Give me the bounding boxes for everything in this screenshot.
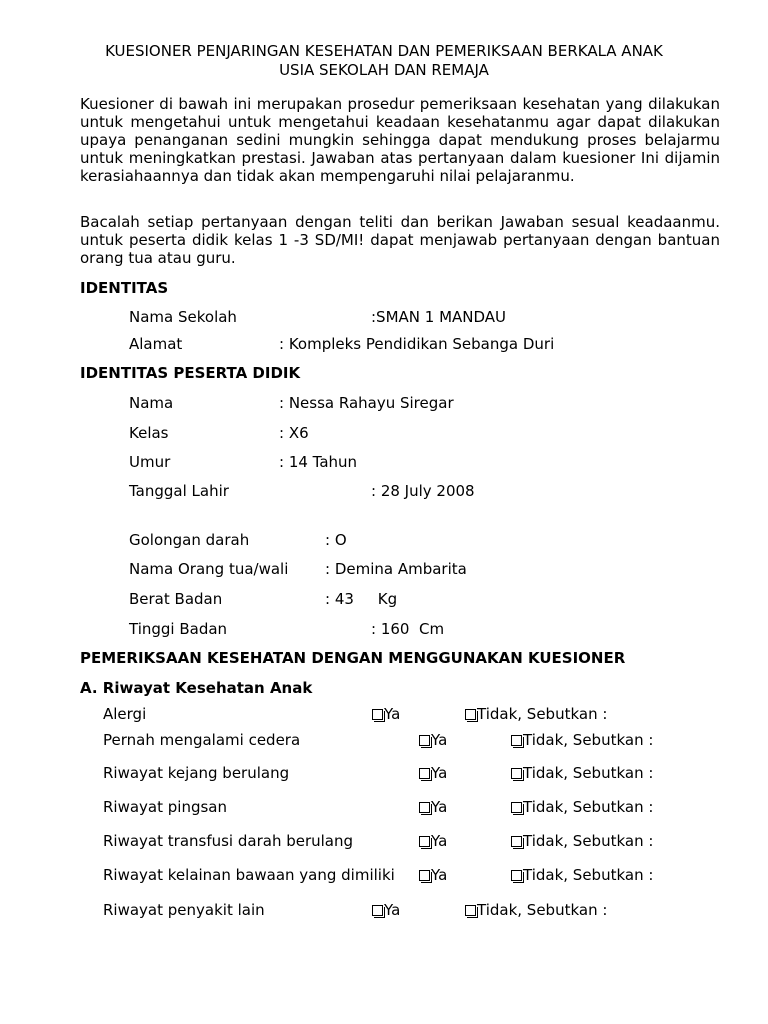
yes-option[interactable] <box>419 731 447 749</box>
yes-option[interactable] <box>372 705 400 723</box>
checkbox-icon[interactable] <box>372 709 383 720</box>
no-label: Tidak, Sebutkan : <box>477 705 608 723</box>
document-title <box>60 42 708 80</box>
checkbox-icon[interactable] <box>511 870 522 881</box>
parent-value: : Demina Ambarita <box>325 560 467 578</box>
address-label: Alamat <box>129 335 183 353</box>
checkbox-icon[interactable] <box>419 870 430 881</box>
health-item-label: Riwayat penyakit lain <box>103 901 265 919</box>
name-label: Nama <box>129 394 174 412</box>
parent-label: Nama Orang tua/wali <box>129 560 289 578</box>
yes-option[interactable] <box>419 832 447 850</box>
health-item-label: Riwayat transfusi darah berulang <box>103 832 354 850</box>
checkbox-icon[interactable] <box>372 905 383 916</box>
age-label: Umur <box>129 453 171 471</box>
yes-label: Ya <box>431 731 448 749</box>
health-item-label: Pernah mengalami cedera <box>103 731 301 749</box>
school-value: :SMAN 1 MANDAU <box>371 308 507 326</box>
no-option[interactable] <box>511 866 653 884</box>
checkbox-icon[interactable] <box>419 836 430 847</box>
yes-option[interactable] <box>419 798 447 816</box>
checkbox-icon[interactable] <box>511 735 522 746</box>
checkbox-icon[interactable] <box>465 709 476 720</box>
no-option[interactable] <box>511 832 653 850</box>
no-option[interactable] <box>511 731 653 749</box>
checkbox-icon[interactable] <box>511 768 522 779</box>
pemeriksaan-heading: PEMERIKSAAN KESEHATAN DENGAN MENGGUNAKAN KUESIONER <box>80 649 626 667</box>
yes-label: Ya <box>384 901 401 919</box>
yes-label: Ya <box>431 798 448 816</box>
age-value: : 14 Tahun <box>279 453 358 471</box>
checkbox-icon[interactable] <box>419 802 430 813</box>
dob-label: Tanggal Lahir <box>129 482 229 500</box>
health-item-label: Alergi <box>103 705 147 723</box>
class-label: Kelas <box>129 424 169 442</box>
no-option[interactable] <box>511 798 653 816</box>
no-option[interactable] <box>465 705 607 723</box>
no-label: Tidak, Sebutkan : <box>523 832 654 850</box>
height-label: Tinggi Badan <box>129 620 228 638</box>
no-option[interactable] <box>465 901 607 919</box>
blood-label: Golongan darah <box>129 531 250 549</box>
weight-label: Berat Badan <box>129 590 223 608</box>
yes-option[interactable] <box>372 901 400 919</box>
weight-value: : 43 Kg <box>325 590 398 608</box>
no-label: Tidak, Sebutkan : <box>523 866 654 884</box>
no-option[interactable] <box>511 764 653 782</box>
height-value: : 160 Cm <box>371 620 445 638</box>
no-label: Tidak, Sebutkan : <box>523 798 654 816</box>
identitas-heading: IDENTITAS <box>80 279 169 297</box>
yes-label: Ya <box>431 764 448 782</box>
checkbox-icon[interactable] <box>511 836 522 847</box>
health-item-label: Riwayat pingsan <box>103 798 227 816</box>
health-item-label: Riwayat kejang berulang <box>103 764 290 782</box>
peserta-heading: IDENTITAS PESERTA DIDIK <box>80 364 301 382</box>
intro-paragraph-1: Kuesioner di bawah ini merupakan prosedur pemeriksaan kesehatan yang dilakukan untuk mengetahui untuk mengetahui keadaan kesehatanmu agar dapat dilakukan upaya penanganan sedini mungkin sehingga dapat mendukung proses belajarmu untuk meningkatkan prestasi. Jawaban atas pertanyaan dalam kuesioner Ini dijamin kerasiahaannya dan tidak akan mempengaruhi nilai pelajaranmu. <box>80 95 720 185</box>
no-label: Tidak, Sebutkan : <box>523 764 654 782</box>
name-value: : Nessa Rahayu Siregar <box>279 394 454 412</box>
intro-paragraph-2: Bacalah setiap pertanyaan dengan teliti dan berikan Jawaban sesual keadaanmu. untuk peserta didik kelas 1 -3 SD/MI! dapat menjawab pertanyaan dengan bantuan orang tua atau guru. <box>80 213 720 267</box>
checkbox-icon[interactable] <box>465 905 476 916</box>
yes-label: Ya <box>384 705 401 723</box>
no-label: Tidak, Sebutkan : <box>523 731 654 749</box>
checkbox-icon[interactable] <box>511 802 522 813</box>
checkbox-icon[interactable] <box>419 768 430 779</box>
no-label: Tidak, Sebutkan : <box>477 901 608 919</box>
class-value: : X6 <box>279 424 309 442</box>
health-item-label: Riwayat kelainan bawaan yang dimiliki <box>103 866 395 884</box>
yes-label: Ya <box>431 832 448 850</box>
yes-label: Ya <box>431 866 448 884</box>
checkbox-icon[interactable] <box>419 735 430 746</box>
blood-value: : O <box>325 531 347 549</box>
school-label: Nama Sekolah <box>129 308 237 326</box>
yes-option[interactable] <box>419 764 447 782</box>
address-value: : Kompleks Pendidikan Sebanga Duri <box>279 335 555 353</box>
dob-value: : 28 July 2008 <box>371 482 475 500</box>
yes-option[interactable] <box>419 866 447 884</box>
title-line-2: USIA SEKOLAH DAN REMAJA <box>279 61 489 79</box>
title-line-1: KUESIONER PENJARINGAN KESEHATAN DAN PEMERIKSAAN BERKALA ANAK <box>105 42 663 60</box>
section-a-heading: A. Riwayat Kesehatan Anak <box>80 679 313 697</box>
